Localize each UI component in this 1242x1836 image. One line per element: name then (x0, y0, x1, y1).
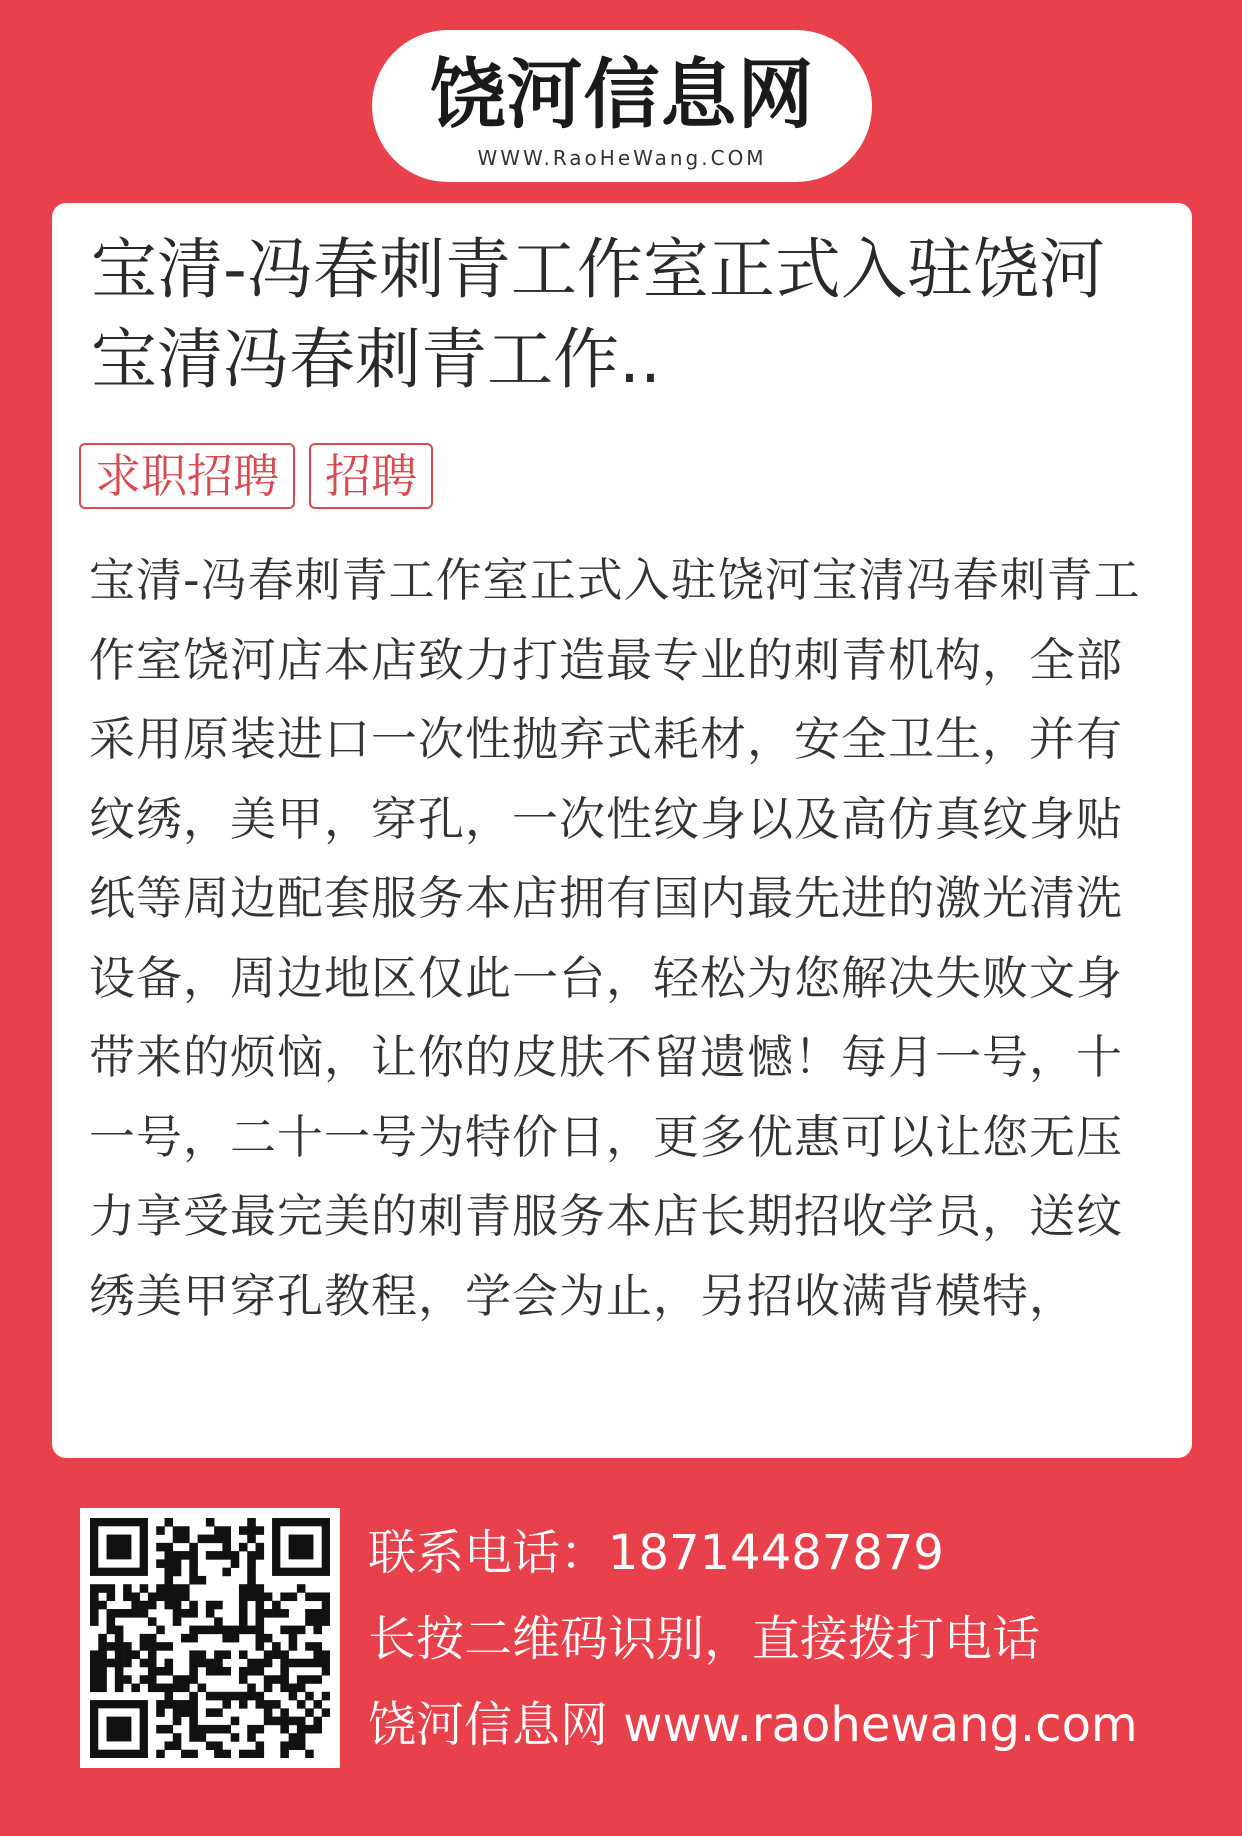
tag-job-recruitment[interactable]: 求职招聘 (79, 443, 295, 509)
logo-title: 饶河信息网 (429, 50, 815, 139)
logo-url: WWW.RaoHeWang.COM (477, 146, 767, 170)
site-link[interactable]: 饶河信息网 www.raohewang.com (368, 1697, 1138, 1753)
tag-list (79, 443, 433, 509)
post-card (52, 203, 1192, 1458)
tag-recruitment[interactable]: 招聘 (309, 443, 433, 509)
contact-phone[interactable]: 联系电话：18714487879 (368, 1525, 944, 1581)
qr-code[interactable] (80, 1508, 340, 1768)
qr-code-icon (90, 1518, 330, 1758)
contact-info (368, 1510, 1228, 1768)
post-body: 宝清-冯春刺青工作室正式入驻饶河宝清冯春刺青工作室饶河店本店致力打造最专业的刺青机构，全部采用原装进口一次性抛弃式耗材，安全卫生，并有纹绣，美甲，穿孔，一次性纹身以及高仿真纹身贴纸等周边配套服务本店拥有国内最先进的激光清洗设备，周边地区仅此一台，轻松为您解决失败文身带来的烦恼，让你的皮肤不留遗憾！每月一号，十一号，二十一号为特价日，更多优惠可以让您无压力享受最完美的刺青服务本店长期招收学员，送纹绣美甲穿孔教程，学会为止，另招收满背模特， (89, 553, 1141, 1323)
post-title: 宝清-冯春刺青工作室正式入驻饶河宝清冯春刺青工作.. (91, 231, 1105, 398)
site-logo (372, 30, 872, 182)
qr-hint: 长按二维码识别，直接拨打电话 (368, 1611, 1041, 1667)
